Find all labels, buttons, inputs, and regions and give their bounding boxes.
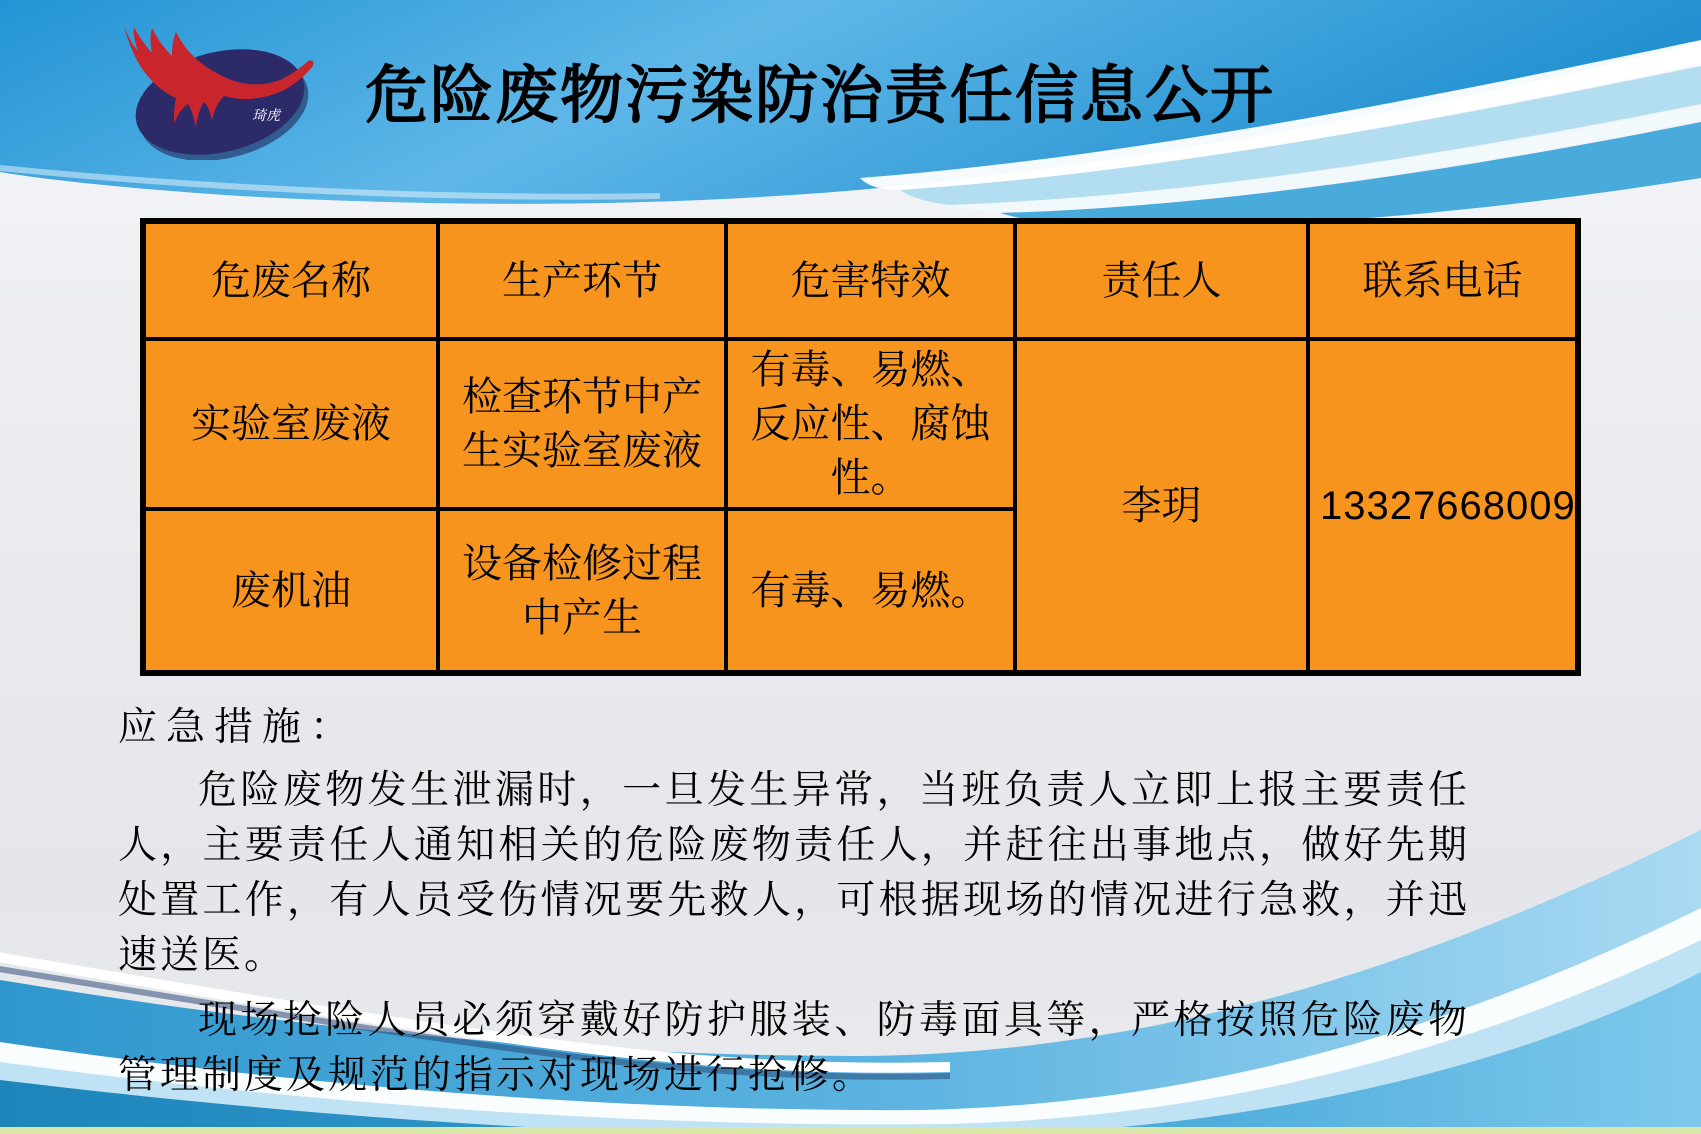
cell-waste-name-1: 实验室废液 [143,339,438,509]
hazard-table-container [140,218,1581,676]
emergency-heading: 应急措施： [118,706,359,749]
cell-waste-name-2: 废机油 [143,509,438,673]
emergency-measures-section [118,700,1470,1103]
col-header-responsible-person: 责任人 [1015,221,1308,339]
cell-contact-phone: 13327668009 [1308,339,1578,673]
table-row [143,339,1578,509]
table-header-row [143,221,1578,339]
cell-stage-1: 检查环节中产生实验室废液 [438,339,726,509]
emergency-paragraph-2: 现场抢险人员必须穿戴好防护服装、防毒面具等，严格按照危险废物管理制度及规范的指示对现场进行抢修。 [118,999,1470,1097]
col-header-production-stage: 生产环节 [438,221,726,339]
emergency-paragraph-1: 危险废物发生泄漏时，一旦发生异常，当班负责人立即上报主要责任人，主要责任人通知相关的危险废物责任人，并赶往出事地点，做好先期处置工作，有人员受伤情况要先救人，可根据现场的情况进行急救，并迅速送医。 [118,769,1470,977]
col-header-waste-name: 危废名称 [143,221,438,339]
logo-text: 琦虎 [252,109,280,124]
cell-stage-2: 设备检修过程中产生 [438,509,726,673]
bottom-green-strip [0,1127,1701,1134]
company-logo [100,10,330,160]
page-title: 危险废物污染防治责任信息公开 [365,61,1275,131]
cell-hazard-1: 有毒、易燃、反应性、腐蚀性。 [726,339,1015,509]
cell-responsible-person: 李玥 [1015,339,1308,673]
col-header-contact-phone: 联系电话 [1308,221,1578,339]
hazard-table [140,218,1581,676]
col-header-hazard-effect: 危害特效 [726,221,1015,339]
cell-hazard-2: 有毒、易燃。 [726,509,1015,673]
